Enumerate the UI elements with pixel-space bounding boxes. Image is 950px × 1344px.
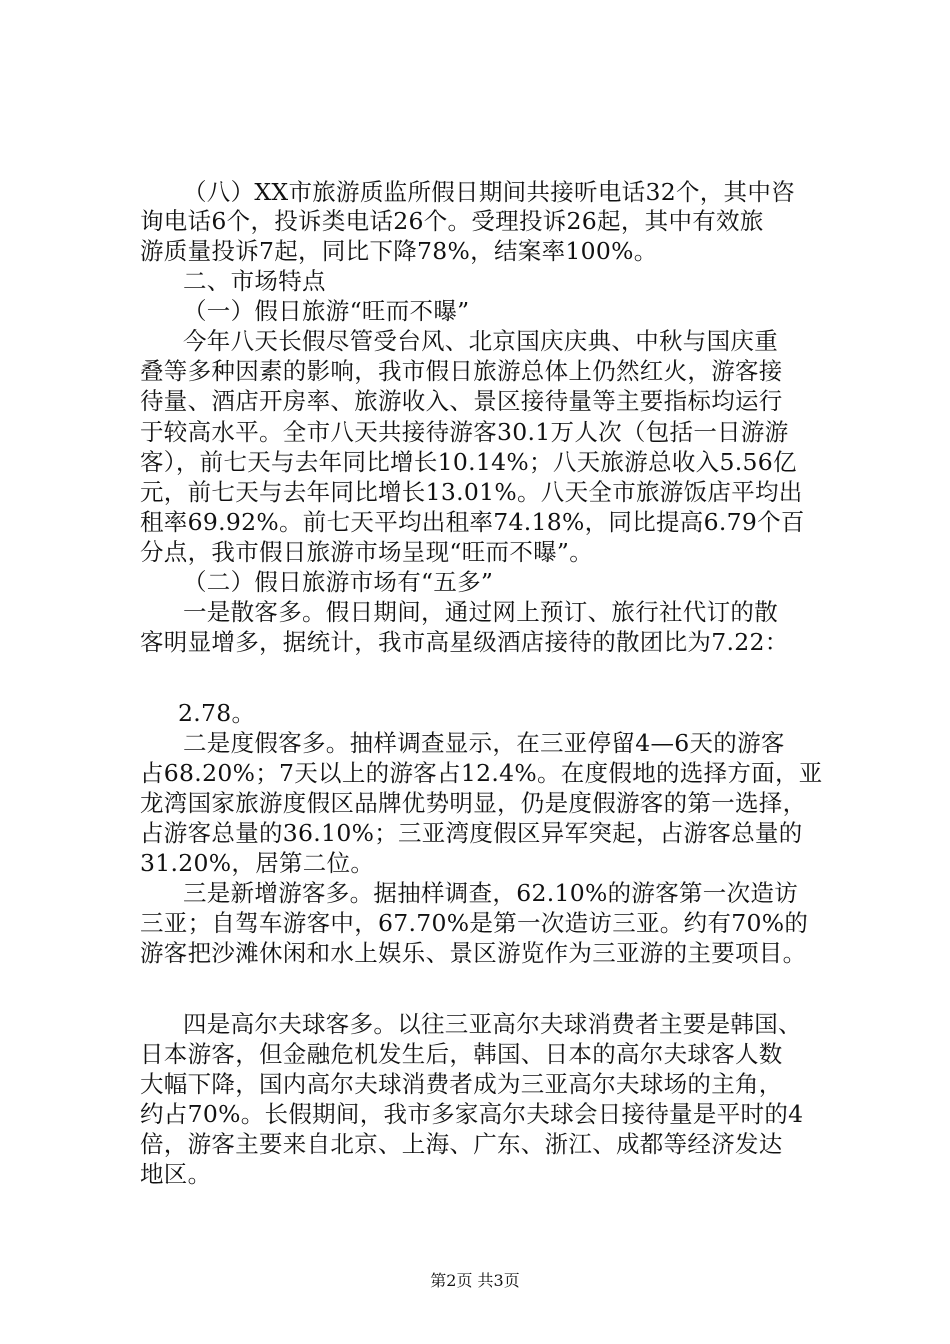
text-line: 三亚；自驾车游客中，67.70%是第一次造访三亚。约有70%的 [140,909,809,937]
page-footer: 第2页 共3页 [430,1271,520,1290]
text-line: 游客把沙滩休闲和水上娱乐、景区游览作为三亚游的主要项目。 [140,939,807,967]
text-line: 于较高水平。全市八天共接待游客30.1万人次（包括一日游游 [140,418,789,446]
text-line: 大幅下降，国内高尔夫球消费者成为三亚高尔夫球场的主角， [140,1070,783,1098]
section-heading: 二、市场特点 [183,267,326,295]
text-line: 四是高尔夫球客多。以往三亚高尔夫球消费者主要是韩国、 [183,1010,802,1038]
text-line: 31.20%，居第二位。 [140,849,375,877]
text-line: 游质量投诉7起，同比下降78%，结案率100%。 [140,237,658,265]
text-line: 2.78。 [178,699,256,727]
text-line: 占游客总量的36.10%；三亚湾度假区异军突起，占游客总量的 [140,819,803,847]
text-line: 元，前七天与去年同比增长13.01%。八天全市旅游饭店平均出 [140,478,803,506]
text-line: 三是新增游客多。据抽样调查，62.10%的游客第一次造访 [183,879,799,907]
text-line: 倍，游客主要来自北京、上海、广东、浙江、成都等经济发达 [140,1130,783,1158]
text-line: （八）XX市旅游质监所假日期间共接听电话32个，其中咨 [183,178,795,206]
text-line: 约占70%。长假期间，我市多家高尔夫球会日接待量是平时的4 [140,1100,804,1128]
text-line: 二是度假客多。抽样调查显示，在三亚停留4—6天的游客 [183,729,785,757]
subsection-heading: （二）假日旅游市场有“五多” [183,568,494,596]
text-line: 日本游客，但金融危机发生后，韩国、日本的高尔夫球客人数 [140,1040,783,1068]
text-line: 龙湾国家旅游度假区品牌优势明显，仍是度假游客的第一选择， [140,789,807,817]
text-line: 一是散客多。假日期间，通过网上预订、旅行社代订的散 [183,598,778,626]
text-line: 客明显增多，据统计，我市高星级酒店接待的散团比为7.22： [140,628,789,656]
text-line: 询电话6个，投诉类电话26个。受理投诉26起，其中有效旅 [140,207,764,235]
text-line: 租率69.92%。前七天平均出租率74.18%，同比提高6.79个百 [140,508,805,536]
text-line: 分点，我市假日旅游市场呈现“旺而不曝”。 [140,538,594,566]
text-line: 今年八天长假尽管受台风、北京国庆庆典、中秋与国庆重 [183,327,778,355]
text-line: 待量、酒店开房率、旅游收入、景区接待量等主要指标均运行 [140,387,783,415]
text-line: 地区。 [140,1160,212,1188]
subsection-heading: （一）假日旅游“旺而不曝” [183,297,470,325]
text-line: 占68.20%；7天以上的游客占12.4%。在度假地的选择方面，亚 [140,759,823,787]
text-line: 叠等多种因素的影响，我市假日旅游总体上仍然红火，游客接 [140,357,783,385]
text-line: 客），前七天与去年同比增长10.14%；八天旅游总收入5.56亿 [140,448,797,476]
